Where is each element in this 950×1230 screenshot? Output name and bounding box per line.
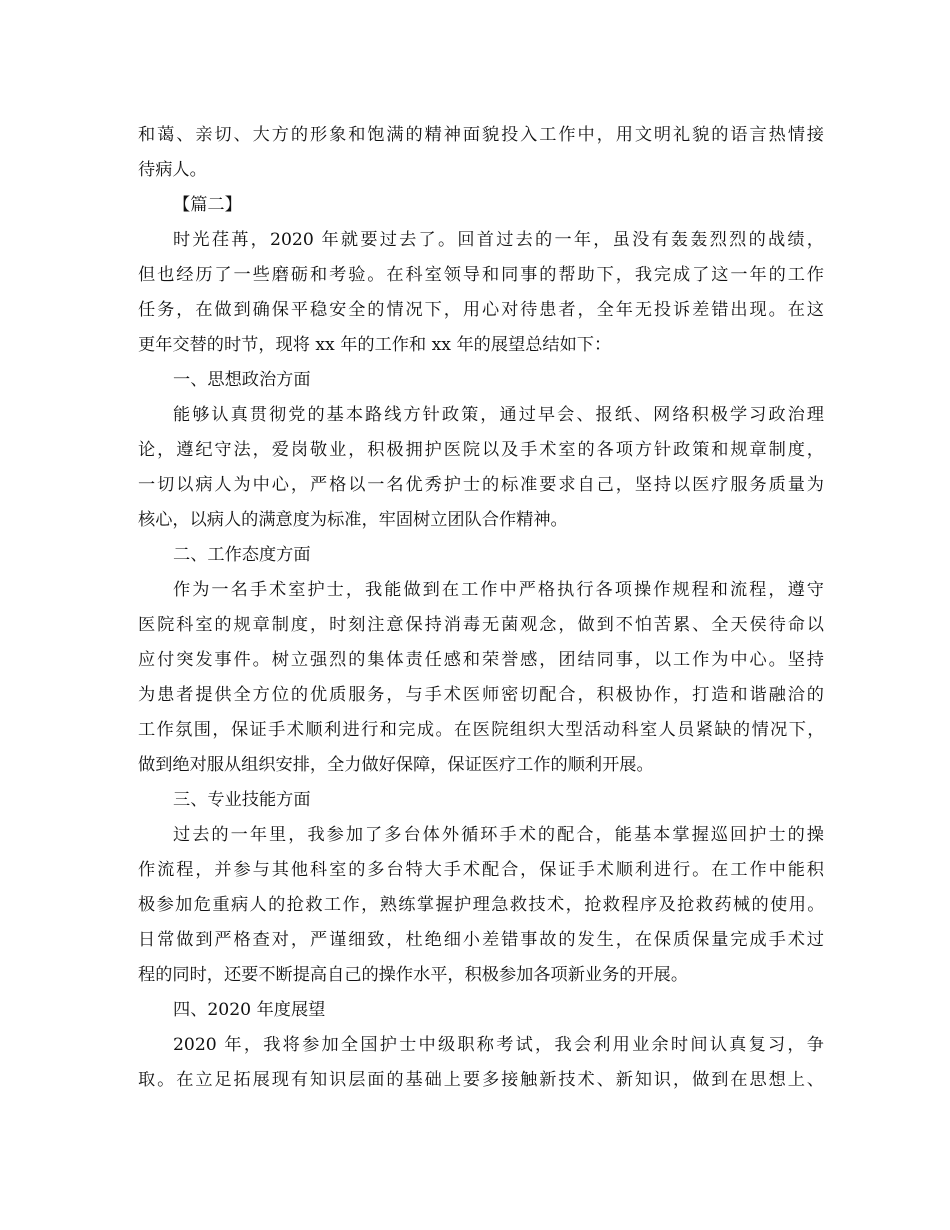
text-line: 但也经历了一些磨砺和考验。在科室领导和同事的帮助下，我完成了这一年的工作 [138,265,824,285]
section-heading: 三、专业技能方面 [173,790,311,810]
text-line: 待病人。 [138,160,207,180]
text-line: 为患者提供全方位的优质服务，与手术医师密切配合，积极协作，打造和谐融洽的 [138,685,824,705]
text-line: 2020 年，我将参加全国护士中级职称考试，我会利用业余时间认真复习，争 [173,1035,824,1055]
text-line: 作流程，并参与其他科室的多台特大手术配合，保证手术顺利进行。在工作中能积 [138,860,824,880]
text-line: 时光荏苒，2020 年就要过去了。回首过去的一年，虽没有轰轰烈烈的战绩， [173,230,824,250]
text-line: 取。在立足拓展现有知识层面的基础上要多接触新技术、新知识，做到在思想上、 [138,1070,824,1090]
section-heading: 四、2020 年度展望 [173,1000,326,1020]
text-line: 极参加危重病人的抢救工作，熟练掌握护理急救技术，抢救程序及抢救药械的使用。 [138,895,824,915]
text-line: 论，遵纪守法，爱岗敬业，积极拥护医院以及手术室的各项方针政策和规章制度， [138,440,824,460]
section-heading: 二、工作态度方面 [173,545,311,565]
section-heading: 【篇二】 [173,195,242,215]
text-line: 程的同时，还要不断提高自己的操作水平，积极参加各项新业务的开展。 [138,965,689,985]
text-line: 更年交替的时节，现将 xx 年的工作和 xx 年的展望总结如下： [138,335,612,355]
document-page [138,118,824,1098]
text-line: 作为一名手术室护士，我能做到在工作中严格执行各项操作规程和流程，遵守 [173,580,824,600]
text-line: 做到绝对服从组织安排，全力做好保障，保证医疗工作的顺利开展。 [138,755,654,775]
text-line: 能够认真贯彻党的基本路线方针政策，通过早会、报纸、网络积极学习政治理 [173,405,824,425]
text-line: 一切以病人为中心，严格以一名优秀护士的标准要求自己，坚持以医疗服务质量为 [138,475,824,495]
text-line: 过去的一年里，我参加了多台体外循环手术的配合，能基本掌握巡回护士的操 [173,825,824,845]
text-line: 和蔼、亲切、大方的形象和饱满的精神面貌投入工作中，用文明礼貌的语言热情接 [138,125,824,145]
text-line: 日常做到严格查对，严谨细致，杜绝细小差错事故的发生，在保质保量完成手术过 [138,930,824,950]
text-line: 医院科室的规章制度，时刻注意保持消毒无菌观念，做到不怕苦累、全天侯待命以 [138,615,824,635]
text-line: 工作氛围，保证手术顺利进行和完成。在医院组织大型活动科室人员紧缺的情况下， [138,720,824,740]
text-line: 应付突发事件。树立强烈的集体责任感和荣誉感，团结同事，以工作为中心。坚持 [138,650,824,670]
text-line: 核心，以病人的满意度为标准，牢固树立团队合作精神。 [138,510,568,530]
text-line: 任务，在做到确保平稳安全的情况下，用心对待患者，全年无投诉差错出现。在这 [138,300,824,320]
section-heading: 一、思想政治方面 [173,370,311,390]
